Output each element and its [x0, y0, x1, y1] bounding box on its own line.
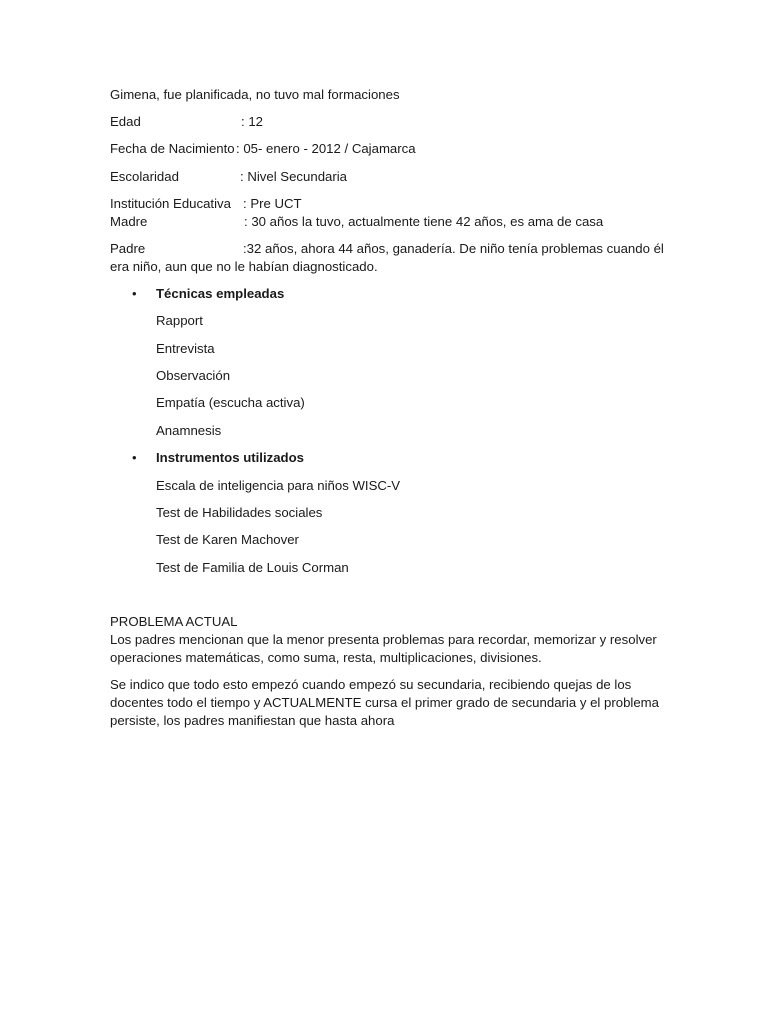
field-value: : Nivel Secundaria: [240, 169, 348, 184]
list-item: Rapport: [156, 313, 203, 328]
problema-paragraph-1: Los padres mencionan que la menor presenta problemas para recordar, memorizar y resolver operaciones matemáticas, como suma, resta, multiplicaciones, divisiones.: [110, 632, 657, 665]
list-item: Test de Karen Machover: [156, 532, 299, 547]
bullet-icon: •: [132, 286, 137, 301]
field-label: Madre: [110, 214, 148, 229]
field-label: Fecha de Nacimiento: [110, 141, 235, 156]
field-fecha-nacimiento: [110, 140, 416, 158]
list-item: Anamnesis: [156, 423, 222, 438]
list-item: Empatía (escucha activa): [156, 395, 305, 410]
problema-paragraph-2: Se indico que todo esto empezó cuando empezó su secundaria, recibiendo quejas de los docentes todo el tiempo y ACTUALMENTE cursa el primer grado de secundaria y el problema persiste, los padres manifiestan que hasta ahora: [110, 677, 660, 728]
field-escolaridad: [110, 168, 347, 186]
field-label: Escolaridad: [110, 169, 179, 184]
field-label: Padre: [110, 241, 146, 256]
section-heading-instrumentos: Instrumentos utilizados: [156, 450, 305, 465]
bullet-icon: •: [132, 450, 137, 465]
list-item: Test de Habilidades sociales: [156, 505, 323, 520]
intro-text: Gimena, fue planificada, no tuvo mal formaciones: [110, 87, 400, 102]
section-heading-tecnicas: Técnicas empleadas: [156, 286, 285, 301]
list-item: Escala de inteligencia para niños WISC-V: [156, 478, 401, 493]
list-item: Test de Familia de Louis Corman: [156, 560, 349, 575]
field-label: Institución Educativa: [110, 196, 231, 211]
field-value: : 12: [241, 114, 263, 129]
field-padre-continuation: era niño, aun que no le habían diagnosticado.: [110, 259, 378, 274]
field-edad: [110, 113, 263, 131]
field-value: : 30 años la tuvo, actualmente tiene 42 años, es ama de casa: [244, 214, 604, 229]
field-value: : Pre UCT: [243, 196, 302, 211]
list-item: Entrevista: [156, 341, 215, 356]
field-value: : 05- enero - 2012 / Cajamarca: [236, 141, 416, 156]
field-value: :32 años, ahora 44 años, ganadería. De niño tenía problemas cuando él: [243, 241, 664, 256]
field-label: Edad: [110, 114, 141, 129]
field-institucion: [110, 195, 302, 213]
section-heading-problema: PROBLEMA ACTUAL: [110, 614, 238, 629]
field-madre: [110, 213, 603, 231]
list-item: Observación: [156, 368, 231, 383]
field-padre: [110, 240, 664, 258]
